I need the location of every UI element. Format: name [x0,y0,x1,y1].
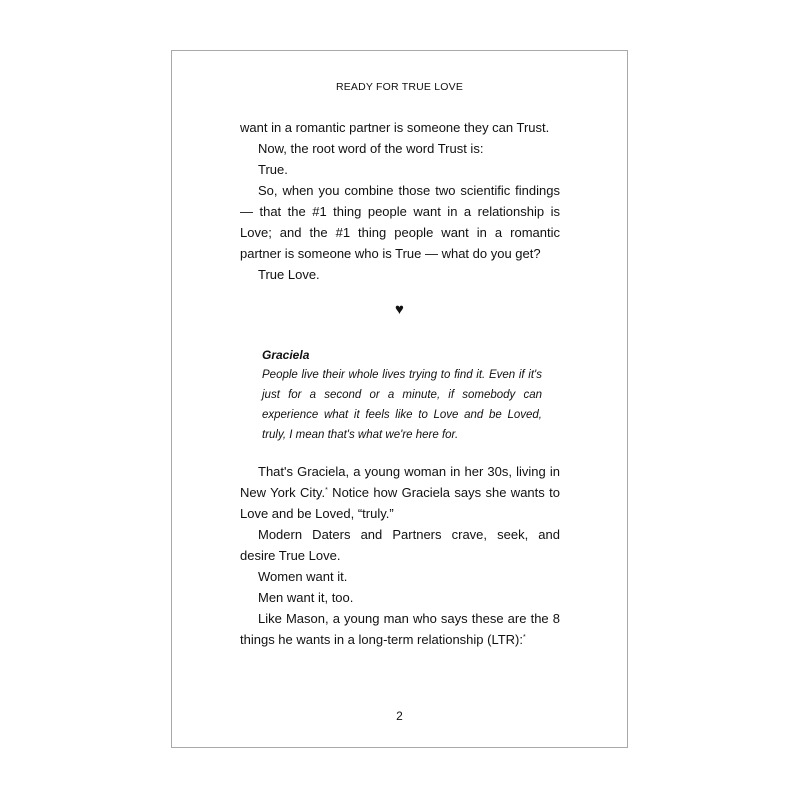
footnote-marker: * [325,487,328,494]
heart-icon: ♥ [395,301,404,318]
paragraph-men: Men want it, too. [258,590,354,605]
paragraph-women: Women want it. [258,569,348,584]
quote-text: People live their whole lives trying to find it. Even if it's just for a second or a minute, if somebody can experience what it feels like to Love and be Loved, truly, I mean that's what we're here for. [262,369,542,441]
paragraph-true-love: True Love. [258,267,320,282]
paragraph-combine-findings: So, when you combine those two scientific findings — that the #1 thing people want in a relationship is Love; and the #1 thing people want in a romantic partner is someone who is True — what do you get? [240,183,560,261]
interview-quote [262,345,542,445]
body-section-one [240,117,560,285]
paragraph-mason [240,608,560,650]
footnote-marker: * [523,634,526,641]
page-number: 2 [396,709,403,723]
book-page [171,50,628,748]
paragraph-graciela [240,461,560,524]
running-head: READY FOR TRUE LOVE [335,81,464,93]
paragraph-root-word: Now, the root word of the word Trust is: [258,141,484,156]
body-section-two [240,461,560,650]
paragraph-continuation: want in a romantic partner is someone they can Trust. [240,120,550,135]
paragraph-modern-daters: Modern Daters and Partners crave, seek, and desire True Love. [240,527,560,563]
paragraph-graciela-text: That's Graciela, a young woman in her 30s, living in New York City. [240,464,560,500]
paragraph-graciela-rest: Notice how Graciela says she wants to Love and be Loved, “truly.” [240,485,560,521]
paragraph-true: True. [258,162,288,177]
paragraph-mason-text: Like Mason, a young man who says these are the 8 things he wants in a long-term relationship (LTR): [240,611,560,647]
quote-speaker-name: Graciela [262,348,310,362]
